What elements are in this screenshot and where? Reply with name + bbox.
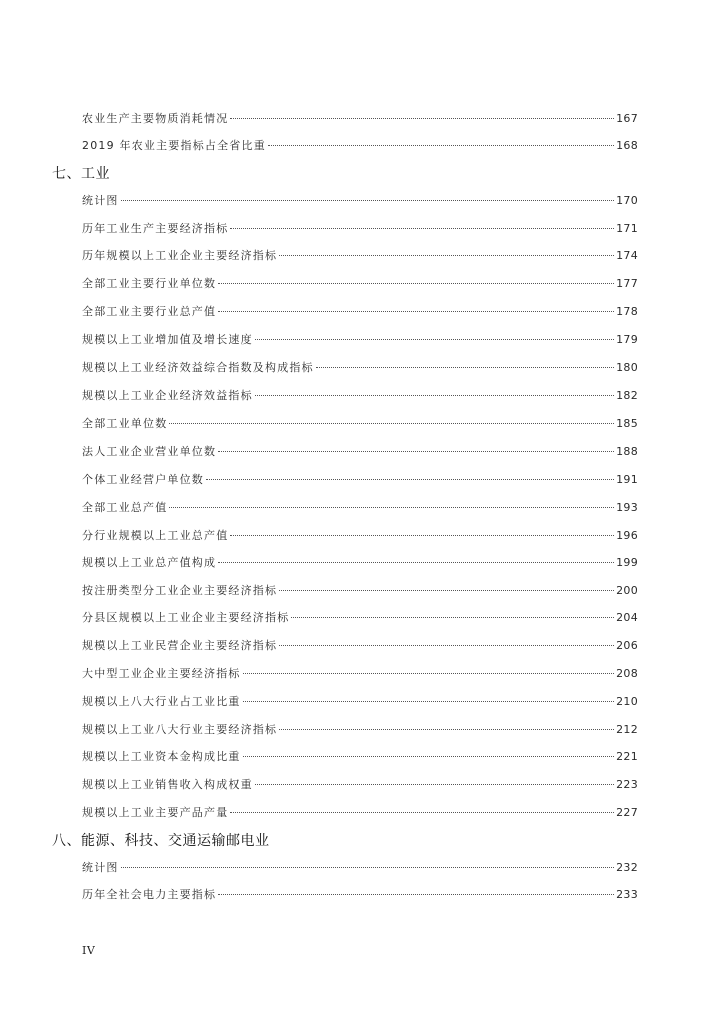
section-heading-energy: 八、能源、科技、交通运输邮电业 — [52, 833, 270, 849]
toc-entry-page: 191 — [616, 473, 638, 486]
toc-entry[interactable] — [82, 137, 638, 157]
toc-entry-page: 193 — [616, 501, 638, 514]
toc-entry-label: 全部工业主要行业总产值 — [82, 305, 217, 318]
toc-entry[interactable] — [82, 582, 638, 602]
toc-entry-page: 206 — [616, 639, 638, 652]
dot-leader — [291, 616, 614, 618]
toc-entry[interactable] — [82, 359, 638, 379]
toc-entry-page: 212 — [616, 723, 638, 736]
toc-entry-label: 规模以上工业八大行业主要经济指标 — [82, 723, 278, 736]
toc-entry[interactable] — [82, 804, 638, 824]
toc-entry-label: 农业生产主要物质消耗情况 — [82, 112, 229, 125]
dot-leader — [169, 506, 614, 508]
section-heading-industry: 七、工业 — [52, 166, 110, 182]
toc-entry[interactable] — [82, 303, 638, 323]
dot-leader — [218, 310, 614, 312]
dot-leader — [169, 422, 614, 424]
toc-entry-label: 历年工业生产主要经济指标 — [82, 222, 229, 235]
toc-entry[interactable] — [82, 387, 638, 407]
toc-entry[interactable] — [82, 471, 638, 491]
toc-entry[interactable] — [82, 693, 638, 713]
toc-entry-label: 全部工业单位数 — [82, 417, 168, 430]
toc-entry-label: 分行业规模以上工业总产值 — [82, 529, 229, 542]
toc-entry[interactable] — [82, 776, 638, 796]
toc-entry-label: 历年全社会电力主要指标 — [82, 888, 217, 901]
toc-entry[interactable] — [82, 637, 638, 657]
dot-leader — [268, 144, 614, 146]
toc-entry-page: 171 — [616, 222, 638, 235]
toc-entry-label: 规模以上工业增加值及增长速度 — [82, 333, 253, 346]
toc-entry-page: 174 — [616, 249, 638, 262]
toc-entry-page: 188 — [616, 445, 638, 458]
dot-leader — [230, 811, 614, 813]
toc-entry-label: 全部工业主要行业单位数 — [82, 277, 217, 290]
dot-leader — [218, 282, 614, 284]
dot-leader — [255, 338, 614, 340]
toc-entry[interactable] — [82, 415, 638, 435]
page-number: IV — [82, 944, 96, 957]
toc-entry[interactable] — [82, 554, 638, 574]
toc-entry-page: 196 — [616, 529, 638, 542]
toc-entry-page: 182 — [616, 389, 638, 402]
toc-entry[interactable] — [82, 443, 638, 463]
dot-leader — [121, 199, 614, 201]
toc-entry-label: 规模以上工业民营企业主要经济指标 — [82, 639, 278, 652]
dot-leader — [243, 755, 614, 757]
dot-leader — [230, 534, 614, 536]
toc-entry-label: 规模以上八大行业占工业比重 — [82, 695, 241, 708]
toc-entry-label: 法人工业企业营业单位数 — [82, 445, 217, 458]
toc-entry[interactable] — [82, 859, 638, 879]
dot-leader — [279, 644, 614, 646]
toc-entry[interactable] — [82, 609, 638, 629]
toc-entry-page: 221 — [616, 750, 638, 763]
toc-entry-page: 180 — [616, 361, 638, 374]
dot-leader — [255, 783, 614, 785]
toc-entry-label: 统计图 — [82, 194, 119, 207]
dot-leader — [218, 893, 614, 895]
toc-entry[interactable] — [82, 331, 638, 351]
toc-entry-page: 168 — [616, 139, 638, 152]
toc-entry-page: 167 — [616, 112, 638, 125]
toc-entry-label: 个体工业经营户单位数 — [82, 473, 204, 486]
dot-leader — [255, 394, 614, 396]
dot-leader — [279, 254, 614, 256]
dot-leader — [279, 589, 614, 591]
toc-entry-page: 208 — [616, 667, 638, 680]
toc-entry-page: 199 — [616, 556, 638, 569]
dot-leader — [230, 117, 614, 119]
toc-entry-label: 统计图 — [82, 861, 119, 874]
toc-entry-label: 大中型工业企业主要经济指标 — [82, 667, 241, 680]
toc-entry-label: 全部工业总产值 — [82, 501, 168, 514]
toc-entry-page: 185 — [616, 417, 638, 430]
toc-entry-page: 177 — [616, 277, 638, 290]
toc-entry[interactable] — [82, 721, 638, 741]
toc-entry-page: 232 — [616, 861, 638, 874]
dot-leader — [243, 672, 614, 674]
dot-leader — [218, 450, 614, 452]
toc-entry[interactable] — [82, 220, 638, 240]
toc-entry-page: 210 — [616, 695, 638, 708]
toc-entry-label: 规模以上工业主要产品产量 — [82, 806, 229, 819]
toc-entry-label: 规模以上工业销售收入构成权重 — [82, 778, 253, 791]
dot-leader — [243, 700, 614, 702]
dot-leader — [218, 561, 614, 563]
toc-entry-page: 178 — [616, 305, 638, 318]
dot-leader — [230, 227, 614, 229]
toc-entry-page: 204 — [616, 611, 638, 624]
toc-entry[interactable] — [82, 192, 638, 212]
dot-leader — [121, 866, 614, 868]
toc-entry-label: 历年规模以上工业企业主要经济指标 — [82, 249, 278, 262]
toc-entry[interactable] — [82, 527, 638, 547]
toc-entry-label: 规模以上工业总产值构成 — [82, 556, 217, 569]
toc-entry-page: 227 — [616, 806, 638, 819]
toc-entry-page: 223 — [616, 778, 638, 791]
toc-entry-label: 规模以上工业经济效益综合指数及构成指标 — [82, 361, 314, 374]
toc-entry-label: 规模以上工业企业经济效益指标 — [82, 389, 253, 402]
toc-entry[interactable] — [82, 748, 638, 768]
toc-entry-page: 233 — [616, 888, 638, 901]
toc-entry-page: 170 — [616, 194, 638, 207]
toc-entry[interactable] — [82, 275, 638, 295]
dot-leader — [279, 728, 614, 730]
toc-entry-label: 分县区规模以上工业企业主要经济指标 — [82, 611, 290, 624]
toc-entry[interactable] — [82, 499, 638, 519]
dot-leader — [206, 478, 614, 480]
toc-entry-page: 200 — [616, 584, 638, 597]
toc-entry[interactable] — [82, 110, 638, 130]
toc-entry-label: 规模以上工业资本金构成比重 — [82, 750, 241, 763]
dot-leader — [316, 366, 614, 368]
toc-entry[interactable] — [82, 247, 638, 267]
toc-entry-label: 按注册类型分工业企业主要经济指标 — [82, 584, 278, 597]
toc-entry-label: 2019 年农业主要指标占全省比重 — [82, 139, 266, 152]
toc-entry-page: 179 — [616, 333, 638, 346]
toc-entry[interactable] — [82, 886, 638, 906]
toc-entry[interactable] — [82, 665, 638, 685]
